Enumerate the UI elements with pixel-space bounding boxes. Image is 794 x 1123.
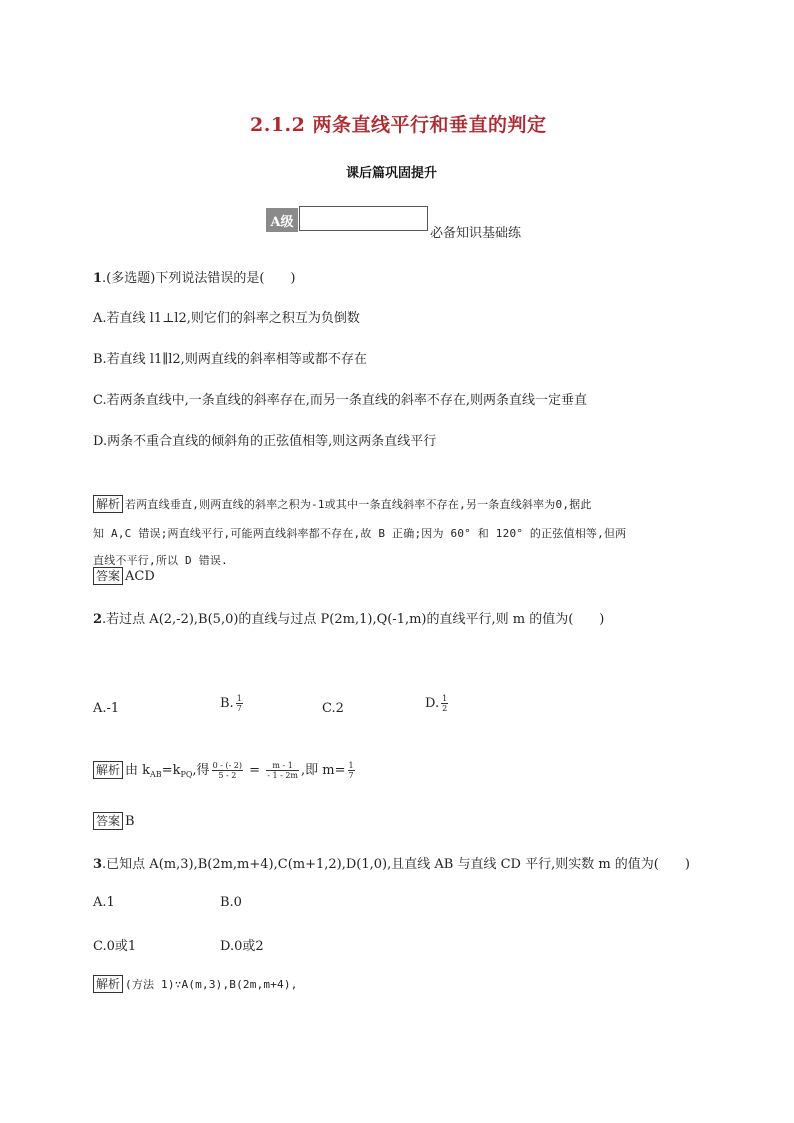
q2-analysis: 解析 由 $k_{AB}=k_{PQ}$,得 $\frac{0 - (- 2)}{5 - 2}$ = $\frac{m - 1}{- 1 - 2m}$ ,即 m= $\frac{1}{7}$ bbox=[93, 759, 357, 780]
q3-option-c: C.0或1 bbox=[93, 939, 137, 954]
q3-analysis: 解析 (方法 1)∵A(m,3),B(2m,m+4), bbox=[93, 975, 298, 993]
page-title: 2.1.2 两条直线平行和垂直的判定 bbox=[250, 114, 547, 136]
analysis-tag: 解析 bbox=[93, 761, 123, 779]
q2-answer: 答案 B bbox=[93, 812, 135, 830]
q3-option-a: A.1 bbox=[93, 895, 115, 910]
q1-option-a: A.若直线 l1⊥l2,则它们的斜率之积互为负倒数 bbox=[93, 311, 360, 326]
q1-answer: 答案 ACD bbox=[93, 567, 155, 585]
q1-stem: 1.(多选题)下列说法错误的是( ) bbox=[93, 271, 296, 286]
q2-option-d: D. $\frac{1}{2}$ bbox=[425, 694, 448, 713]
q1-option-c: C.若两条直线中,一条直线的斜率存在,而另一条直线的斜率不存在,则两条直线一定垂直 bbox=[93, 393, 588, 408]
answer-tag: 答案 bbox=[93, 812, 123, 830]
level-badge: A级 bbox=[266, 208, 298, 232]
level-label: 必备知识基础练 bbox=[430, 226, 522, 241]
page-subtitle: 课后篇巩固提升 bbox=[346, 166, 438, 181]
q2-option-c: C.2 bbox=[322, 701, 344, 716]
q1-option-d: D.两条不重合直线的倾斜角的正弦值相等,则这两条直线平行 bbox=[93, 434, 437, 449]
q3-stem: 3.已知点 A(m,3),B(2m,m+4),C(m+1,2),D(1,0),且直线 AB 与直线 CD 平行,则实数 m 的值为( ) bbox=[93, 857, 690, 872]
q1-option-b: B.若直线 l1∥l2,则两直线的斜率相等或都不存在 bbox=[93, 352, 367, 367]
q1-analysis-line2: 知 A,C 错误;两直线平行,可能两直线斜率都不存在,故 B 正确;因为 60° 和 120° 的正弦值相等,但两 bbox=[93, 527, 627, 540]
q1-analysis-line3: 直线不平行,所以 D 错误. bbox=[93, 554, 228, 567]
q2-stem: 2.若过点 A(2,-2),B(5,0)的直线与过点 P(2m,1),Q(-1,m)的直线平行,则 m 的值为( ) bbox=[93, 612, 605, 627]
analysis-tag: 解析 bbox=[93, 495, 123, 513]
q2-option-a: A.-1 bbox=[93, 701, 120, 716]
level-blank-box bbox=[299, 206, 428, 231]
q3-option-d: D.0或2 bbox=[220, 939, 264, 954]
q2-option-b: B. $\frac{1}{7}$ bbox=[220, 694, 242, 713]
q1-analysis-line1: 解析 若两直线垂直,则两直线的斜率之积为-1或其中一条直线斜率不存在,另一条直线斜率为0,据此 bbox=[93, 495, 592, 513]
q3-option-b: B.0 bbox=[220, 895, 242, 910]
answer-tag: 答案 bbox=[93, 567, 123, 585]
analysis-tag: 解析 bbox=[93, 975, 123, 993]
